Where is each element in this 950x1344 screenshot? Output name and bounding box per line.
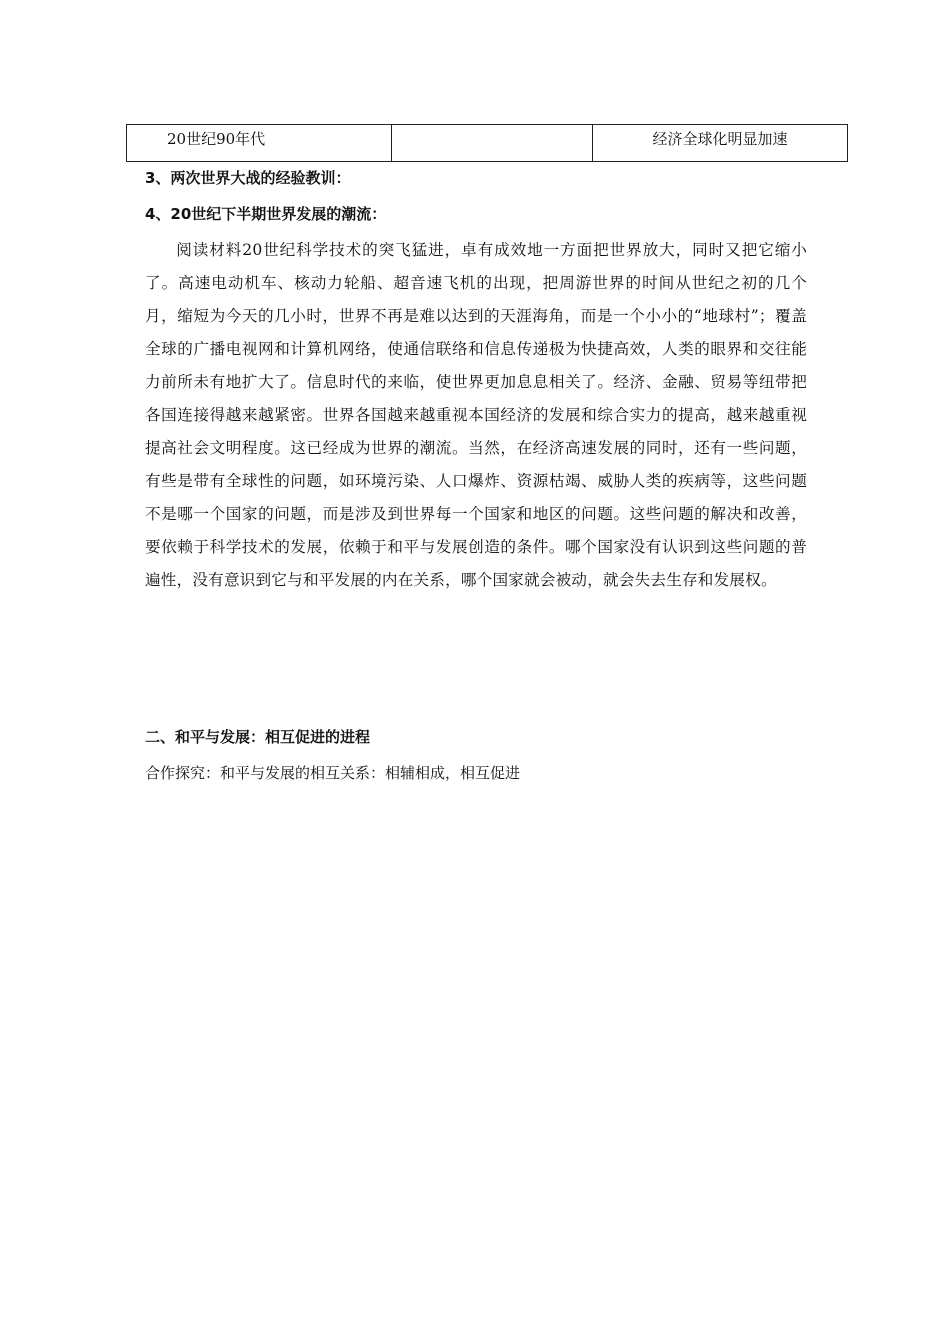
heading-war-lessons: 3、两次世界大战的经验教训： [145,169,351,187]
table-row [127,125,848,162]
cooperation-text: 合作探究：和平与发展的相互关系：相辅相成，相互促进 [145,764,521,782]
period-cell: 20世纪90年代 [127,125,392,162]
heading-peace-development: 二、和平与发展：相互促进的进程 [145,728,371,746]
era-table [126,124,848,162]
middle-cell [392,125,593,162]
heading-world-trend: 4、20世纪下半期世界发展的潮流： [145,205,387,223]
reading-paragraph: 阅读材料20世纪科学技术的突飞猛进，卓有成效地一方面把世界放大，同时又把它缩小了。高速电动机车、核动力轮船、超音速飞机的出现，把周游世界的时间从世纪之初的几个月，缩短为今天的几小时，世界不再是难以达到的天涯海角，而是一个小小的“地球村”；覆盖全球的广播电视网和计算机网络，使通信联络和信息传递极为快捷高效，人类的眼界和交往能力前所未有地扩大了。信息时代的来临，使世界更加息息相关了。经济、金融、贸易等纽带把各国连接得越来越紧密。世界各国越来越重视本国经济的发展和综合实力的提高，越来越重视提高社会文明程度。这已经成为世界的潮流。当然，在经济高速发展的同时，还有一些问题，有些是带有全球性的问题，如环境污染、人口爆炸、资源枯竭、威胁人类的疾病等，这些问题不是哪一个国家的问题，而是涉及到世界每一个国家和地区的问题。这些问题的解决和改善，要依赖于科学技术的发展，依赖于和平与发展创造的条件。哪个国家没有认识到这些问题的普遍性，没有意识到它与和平发展的内在关系，哪个国家就会被动，就会失去生存和发展权。 [145,241,807,589]
feature-cell: 经济全球化明显加速 [593,125,848,162]
